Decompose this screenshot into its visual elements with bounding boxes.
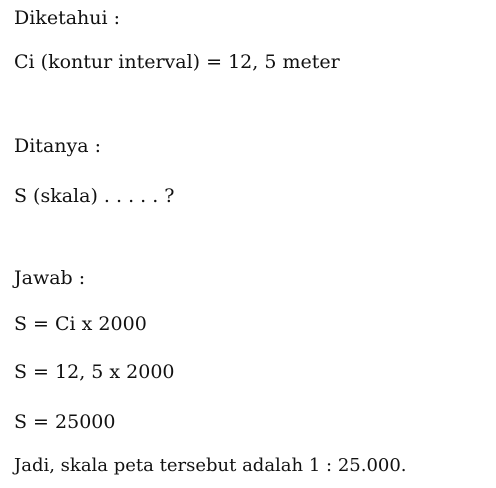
asked-heading: Ditanya : bbox=[14, 135, 102, 157]
result-step: S = 25000 bbox=[14, 411, 116, 433]
formula-step: S = Ci x 2000 bbox=[14, 313, 147, 335]
scale-question: S (skala) . . . . . ? bbox=[14, 185, 175, 207]
given-heading: Diketahui : bbox=[14, 7, 121, 29]
substitution-step: S = 12, 5 x 2000 bbox=[14, 361, 175, 383]
contour-interval-statement: Ci (kontur interval) = 12, 5 meter bbox=[14, 51, 340, 73]
conclusion: Jadi, skala peta tersebut adalah 1 : 25.000. bbox=[14, 455, 407, 476]
answer-heading: Jawab : bbox=[14, 267, 86, 289]
